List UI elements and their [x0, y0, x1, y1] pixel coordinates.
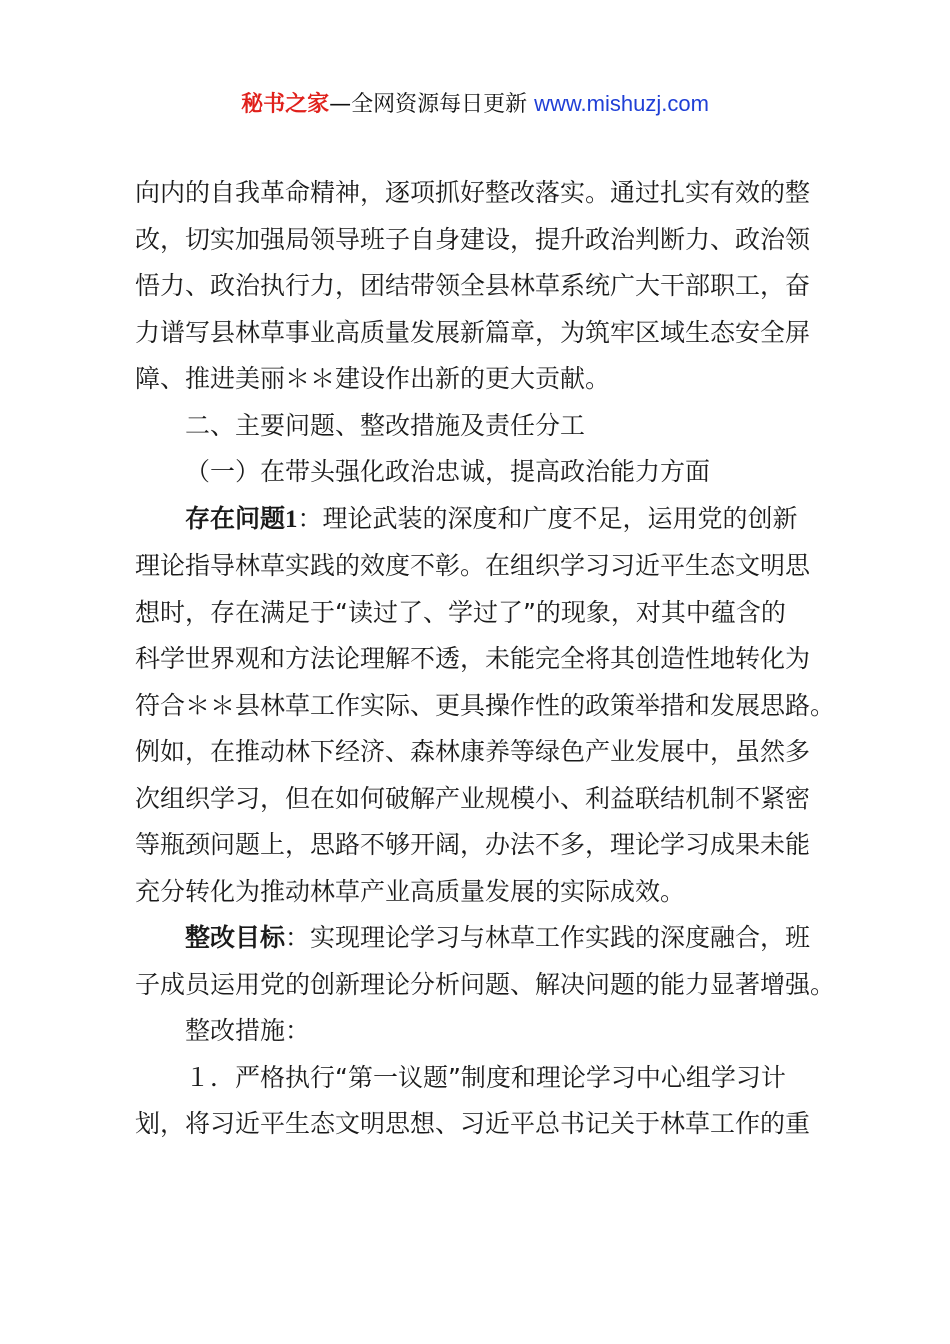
body-line: 例如，在推动林下经济、森林康养等绿色产业发展中，虽然多 [135, 737, 811, 766]
target-first-line [135, 915, 835, 962]
body-line: 改，切实加强局领导班子自身建设，提升政治判断力、政治领 [135, 224, 811, 254]
problem-first-line [135, 496, 835, 544]
target-text: ：实现理论学习与林草工作实践的深度融合，班 [285, 923, 811, 952]
body-line: 悟力、政治执行力，团结带领全县林草系统广大干部职工，奋 [135, 271, 811, 300]
target-label: 整改目标 [185, 923, 286, 952]
body-line: 次组织学习，但在如何破解产业规模小、利益联结机制不紧密 [135, 783, 811, 813]
body-line: 符合＊＊县林草工作实际、更具操作性的政策举措和发展思路。 [135, 690, 835, 720]
body-line: 力谱写县林草事业高质量发展新篇章，为筑牢区域生态安全屏 [135, 317, 811, 347]
measures-label: 整改措施： [185, 1016, 311, 1045]
problem-label: 存在问题 [185, 503, 286, 533]
problem-text: ：理论武装的深度和广度不足，运用党的创新 [297, 503, 798, 533]
section-heading: 二、主要问题、整改措施及责任分工 [185, 410, 586, 440]
body-line: 划，将习近平生态文明思想、习近平总书记关于林草工作的重 [135, 1109, 811, 1138]
body-line: 子成员运用党的创新理论分析问题、解决问题的能力显著增强。 [135, 969, 835, 999]
body-line: 向内的自我革命精神，逐项抓好整改落实。通过扎实有效的整 [135, 178, 811, 207]
body-line: 想时，存在满足于“读过了、学过了”的现象，对其中蕴含的 [135, 597, 786, 627]
site-url[interactable]: www.mishuzj.com [534, 91, 709, 116]
subsection-heading: （一）在带头强化政治忠诚，提高政治能力方面 [185, 457, 711, 486]
body-line: 理论指导林草实践的效度不彰。在组织学习习近平生态文明思 [135, 551, 811, 580]
body-line: 障、推进美丽＊＊建设作出新的更大贡献。 [135, 364, 611, 393]
measure-item-line: １．严格执行“第一议题”制度和理论学习中心组学习计 [185, 1062, 786, 1092]
problem-number: 1 [285, 505, 298, 533]
body-line: 科学世界观和方法论理解不透，未能完全将其创造性地转化为 [135, 644, 811, 673]
body-line: 等瓶颈问题上，思路不够开阔，办法不多，理论学习成果未能 [135, 830, 811, 859]
brand-name: 秘书之家 [241, 92, 330, 117]
document-body [135, 170, 835, 1148]
body-line: 充分转化为推动林草产业高质量发展的实际成效。 [135, 876, 686, 906]
header-tagline: —全网资源每日更新 [329, 92, 528, 117]
page-header [0, 86, 950, 123]
